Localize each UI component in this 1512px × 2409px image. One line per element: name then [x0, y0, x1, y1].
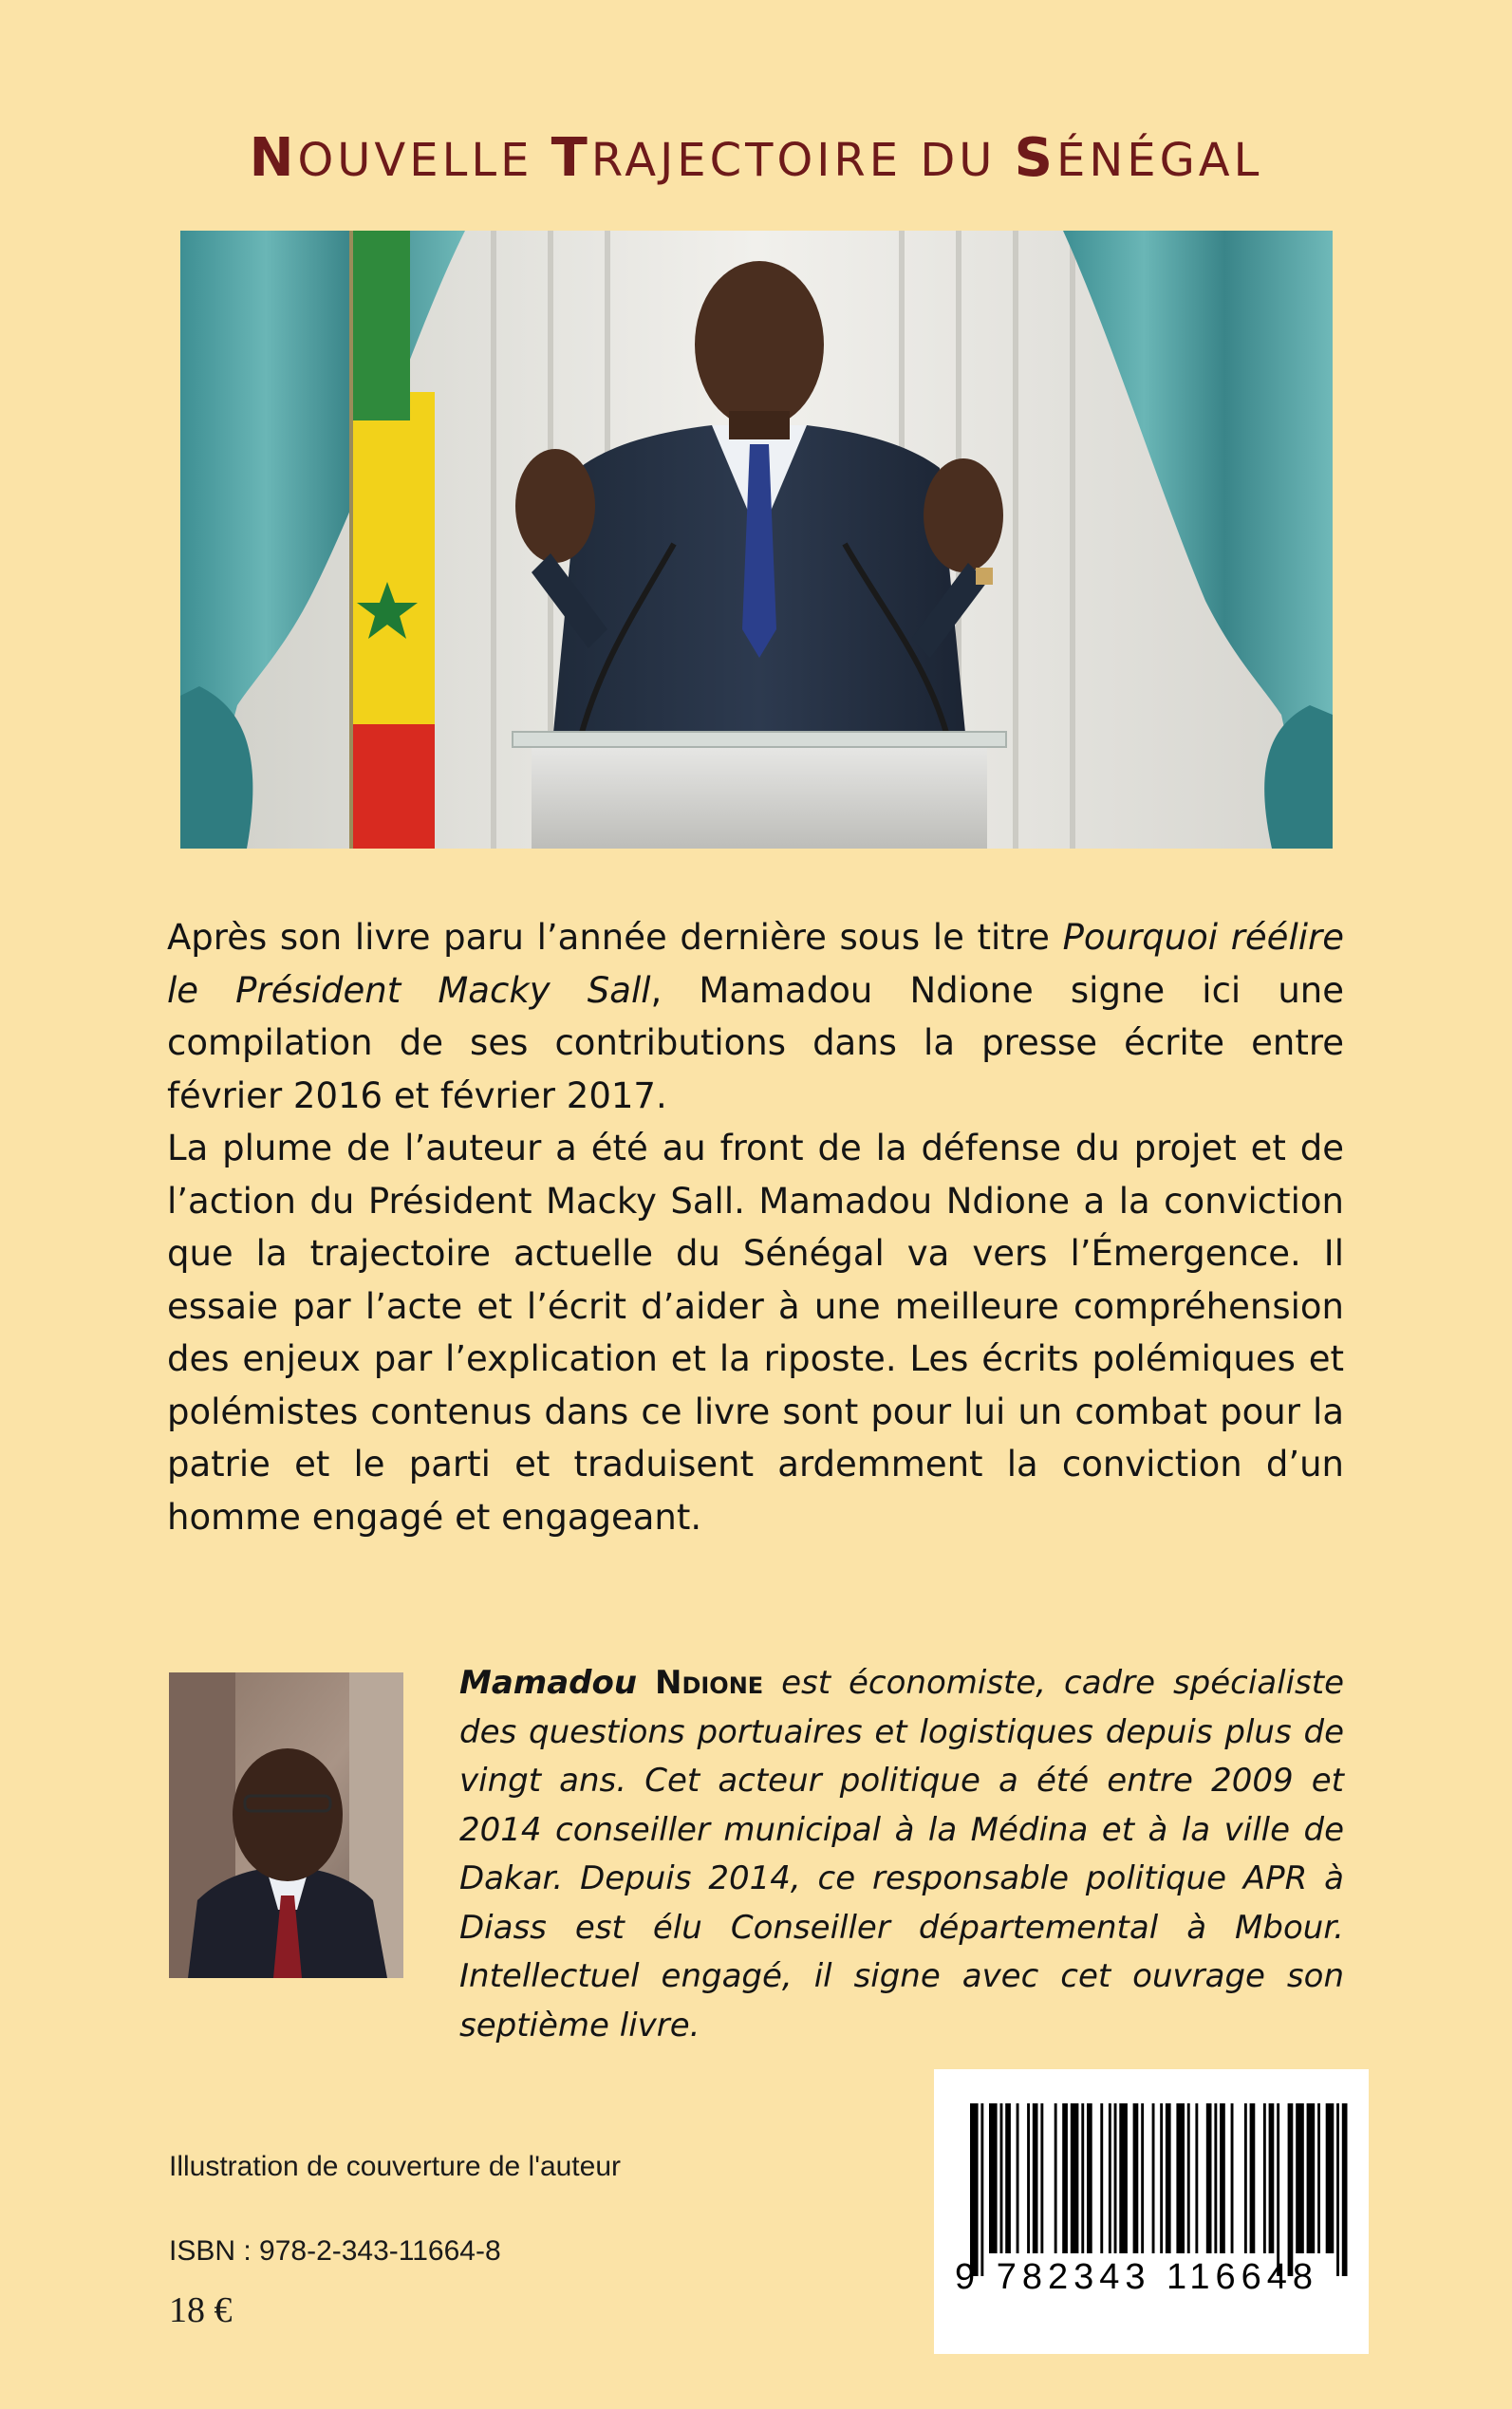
- book-summary: [167, 911, 1344, 1543]
- barcode-bar: [1244, 2103, 1247, 2253]
- barcode-bar: [1288, 2103, 1294, 2276]
- barcode-bar: [1277, 2103, 1279, 2276]
- barcode-bar: [1033, 2103, 1038, 2253]
- barcode-bar: [1214, 2103, 1217, 2253]
- author-bio-text: est économiste, cadre spécialiste des questions portuaires et logistiques depuis plus de vingt ans. Cet acteur politique a été entre 2009 et 2014 conseiller municipal à la Médina et à la ville de Dakar. Depuis 2014, ce responsable politique APR à Diass est élu Conseiller départemental à Mbour. Intellectuel engagé, il signe avec cet ouvrage son septième livre.: [459, 1664, 1344, 2045]
- summary-p1-end: , Mamadou Ndione signe ici une compilation de ses contributions dans la presse écrite entre février 2016 et février 2017.: [167, 969, 1344, 1116]
- president-speech-illustration: [180, 231, 1333, 849]
- title-cap-3: S: [1014, 127, 1057, 189]
- barcode-bars: [934, 2069, 1369, 2354]
- summary-paragraph-1: [167, 911, 1344, 1122]
- barcode-bar: [1087, 2103, 1092, 2253]
- barcode-bar: [1017, 2103, 1019, 2253]
- author-photo: [169, 1672, 403, 1978]
- author-first-name: Mamadou: [459, 1664, 638, 1702]
- barcode-digits: 9 782343 116648: [955, 2257, 1319, 2297]
- book-title: [0, 127, 1512, 189]
- barcode-bar: [1269, 2103, 1275, 2253]
- barcode-bar: [1250, 2103, 1256, 2253]
- barcode-bar: [1220, 2103, 1225, 2253]
- barcode-bar: [1336, 2103, 1339, 2276]
- barcode: [934, 2069, 1369, 2354]
- title-rest-3: ÉNÉGAL: [1056, 134, 1263, 187]
- author-last-name: Ndione: [654, 1664, 764, 1702]
- author-bio: [459, 1659, 1344, 2050]
- barcode-bar: [1152, 2103, 1155, 2253]
- barcode-bar: [1062, 2103, 1068, 2253]
- hero-photo: [180, 231, 1333, 849]
- illustration-credit: Illustration de couverture de l'auteur: [169, 2151, 622, 2182]
- price: 18 €: [169, 2290, 233, 2330]
- previous-book-title: Pourquoi réélire le Président Macky Sall: [167, 917, 1344, 1011]
- title-cap-1: N: [249, 127, 298, 189]
- barcode-bar: [1296, 2103, 1304, 2253]
- barcode-bar: [980, 2103, 983, 2276]
- barcode-bar: [1307, 2103, 1316, 2253]
- barcode-bar: [1055, 2103, 1057, 2253]
- barcode-bar: [1326, 2103, 1335, 2253]
- barcode-bar: [1040, 2103, 1043, 2253]
- barcode-bar: [1166, 2103, 1171, 2253]
- title-cap-2: T: [551, 127, 591, 189]
- barcode-bar: [1342, 2103, 1348, 2276]
- barcode-bar: [1119, 2103, 1128, 2253]
- barcode-bar: [1109, 2103, 1111, 2253]
- barcode-bar: [989, 2103, 998, 2253]
- author-portrait: [169, 1672, 403, 1978]
- barcode-bar: [1071, 2103, 1079, 2253]
- barcode-bar: [970, 2103, 979, 2276]
- barcode-bar: [1005, 2103, 1011, 2253]
- barcode-bar: [1133, 2103, 1139, 2253]
- title-rest-1: OUVELLE: [297, 134, 551, 187]
- barcode-bar: [1000, 2103, 1003, 2253]
- barcode-bar: [1027, 2103, 1030, 2253]
- summary-paragraph-2: La plume de l’auteur a été au front de la défense du projet et de l’action du Président Macky Sall. Mamadou Ndione a la conviction que la trajectoire actuelle du Sénégal va vers l’Émergence. Il essaie par l’acte et l’écrit d’aider à une meilleure compréhension des enjeux par l’explication et la riposte. Les écrits polémiques et polémistes contenus dans ce livre sont pour lui un combat pour la patrie et le parti et traduisent ardemment la conviction d’un homme engagé et engageant.: [167, 1128, 1344, 1538]
- barcode-bar: [1206, 2103, 1212, 2253]
- summary-p1-start: Après son livre paru l’année dernière sous le titre: [167, 917, 1063, 958]
- barcode-bar: [1141, 2103, 1144, 2253]
- barcode-bar: [1081, 2103, 1084, 2253]
- barcode-bar: [1231, 2103, 1234, 2253]
- barcode-bar: [1176, 2103, 1185, 2253]
- barcode-bar: [1263, 2103, 1266, 2253]
- barcode-bar: [1160, 2103, 1163, 2253]
- barcode-bar: [1317, 2103, 1320, 2253]
- barcode-bar: [1114, 2103, 1117, 2253]
- title-rest-2: RAJECTOIRE DU: [590, 134, 1015, 187]
- barcode-bar: [1100, 2103, 1103, 2253]
- isbn: ISBN : 978-2-343-11664-8: [169, 2235, 501, 2267]
- barcode-bar: [1187, 2103, 1190, 2253]
- barcode-bar: [1195, 2103, 1198, 2253]
